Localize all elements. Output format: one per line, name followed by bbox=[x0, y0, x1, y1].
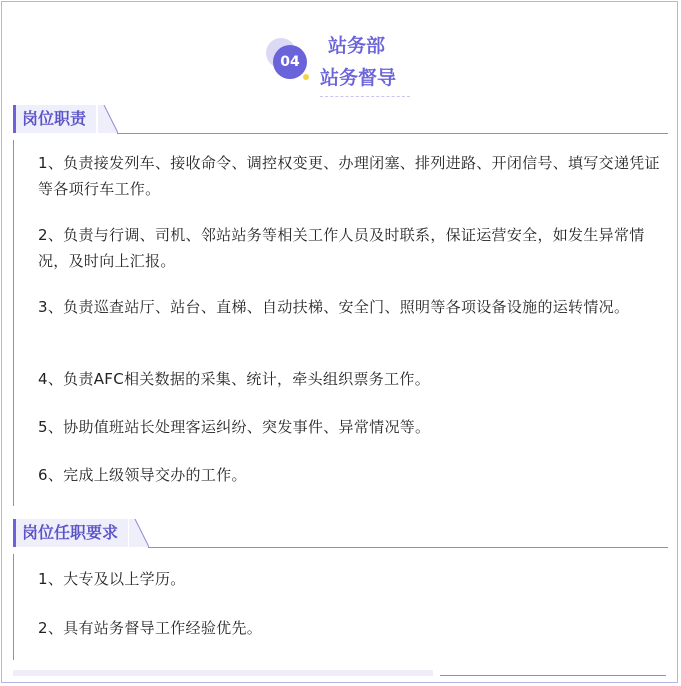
title-underline bbox=[320, 96, 410, 97]
section-duties-side-line bbox=[13, 140, 14, 506]
requirement-item-2: 2、具有站务督导工作经验优先。 bbox=[38, 619, 263, 637]
duty-item-5: 5、协助值班站长处理客运纠纷、突发事件、异常情况等。 bbox=[38, 418, 431, 436]
bottom-decoration-bar bbox=[13, 670, 433, 676]
section-duties-rule bbox=[117, 133, 668, 134]
tab-slant-decoration bbox=[129, 519, 149, 548]
section-duties-header bbox=[13, 105, 668, 135]
bottom-decoration-line bbox=[440, 675, 666, 676]
badge-number: 04 bbox=[273, 45, 307, 79]
duty-item-4: 4、负责AFC相关数据的采集、统计，牵头组织票务工作。 bbox=[38, 370, 431, 388]
badge-dot bbox=[303, 74, 309, 80]
section-requirements-title: 岗位任职要求 bbox=[13, 519, 128, 547]
department-title: 站务部 bbox=[328, 35, 386, 57]
section-requirements-rule bbox=[148, 547, 668, 548]
duty-item-3: 3、负责巡查站厅、站台、直梯、自动扶梯、安全门、照明等各项设备设施的运转情况。 bbox=[38, 298, 630, 316]
position-title: 站务督导 bbox=[320, 67, 397, 89]
duty-item-6: 6、完成上级领导交办的工作。 bbox=[38, 466, 247, 484]
section-duties-title: 岗位职责 bbox=[13, 105, 96, 133]
duty-item-1: 1、负责接发列车、接收命令、调控权变更、办理闭塞、排列进路、开闭信号、填写交递凭证等各项行车工作。 bbox=[38, 154, 660, 198]
tab-slant-decoration bbox=[98, 105, 118, 134]
section-requirements-header bbox=[13, 519, 668, 549]
duty-item-2: 2、负责与行调、司机、邻站站务等相关工作人员及时联系，保证运营安全，如发生异常情况，及时向上汇报。 bbox=[38, 226, 645, 270]
section-requirements-side-line bbox=[13, 554, 14, 660]
requirement-item-1: 1、大专及以上学历。 bbox=[38, 570, 186, 588]
